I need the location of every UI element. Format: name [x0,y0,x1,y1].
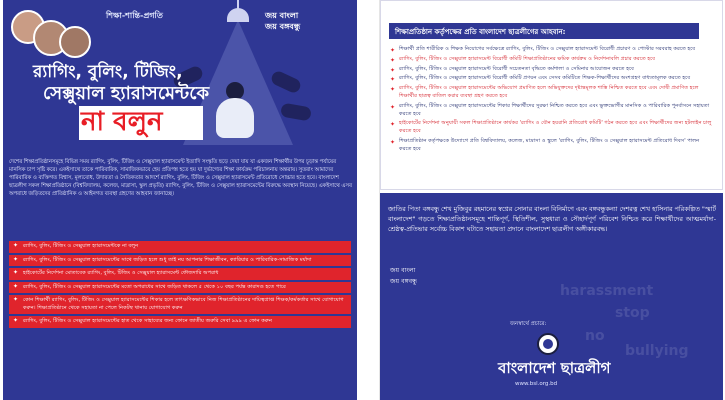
sign-joy-bangabandhu: জয় বঙ্গবন্ধু [390,278,418,285]
watermark-word: harassment [560,283,654,299]
pledge-paragraph: জাতির পিতা বঙ্গবন্ধু শেখ মুজিবুর রহমানের স্বপ্নের সোনার বাংলা বিনির্মাণে এবং বঙ্গবন্ধুকন্যা দেশরত্ন শেখ হাসিনার পরিকল্পিত "স্মার্ট বাংলাদেশ" গড়তে শিক্ষাপ্রতিষ্ঠানসমূহে শান্তিপূর্ণ, স্থিতিশীল, সুস্থধারা ও সৌহার্দপূর্ণ পরিবেশ নিশ্চিত করে শিক্ষার্থীদের আত্মমর্যাদা-শ্রেষ্ঠত্ব-প্রতিভার সর্বোচ্চ বিকাশ ঘটাতে সহায়তা প্রদানে বাংলাদেশ ছাত্রলীগ অঙ্গীকারবদ্ধ। [388,205,716,233]
bullet-list [9,241,351,330]
poster-joy-bangla: জয় বাংলা [265,11,299,20]
watermark-word: bullying [625,343,689,359]
bullet-item: ✦ কোন শিক্ষার্থী র‍্যাগিং, বুলিং, টিজিং ও সেক্সুয়াল হ্যারাসমেন্টের শিকার হলে তাৎক্ষণিকভাবে নিজ শিক্ষাপ্রতিষ্ঠানের দায়িত্বপ্রাপ্ত শিক্ষক/কর্মকর্তার সাথে যোগাযোগ করুন। শিক্ষাপ্রতিষ্ঠানে থেকে সহায়তা না পেলে নিকটস্থ থানায় যোগাযোগ করুন [9,295,351,314]
demand-item: ✦ শিক্ষাপ্রতিষ্ঠান কর্তৃপক্ষকে উদ্যোগে প্রতি বিশ্ববিদ্যালয়, কলেজ, মাদ্রাসা ও স্কুলে 'র‍্যাগিং, বুলিং, টিজিং ও সেক্সুয়াল হ্যারাসমেন্ট প্রতিরোধ দিবস' পালন করতে হবে [389,137,714,155]
headline-say-no: না বলুন [81,107,163,137]
sad-girl-illustration [208,82,262,142]
organization-name: বাংলাদেশ ছাত্রলীগ [498,359,611,377]
headline-line-2: সেক্সুয়াল হ্যারাসমেন্টকে [43,83,210,104]
poster-slogan: শিক্ষা-শান্তি-প্রগতি [106,11,163,20]
demand-item: ✦ হাইকোর্টের নির্দেশনা অনুযায়ী সকল শিক্ষাপ্রতিষ্ঠানে কার্যকর 'র‍্যাগিং ও যৌন হয়রানি প্রতিরোধ কমিটি' গঠন করতে হবে এবং শিক্ষার্থীদের জন্য হটলাইন চালু করতে হবে [389,119,714,137]
left-body [3,155,357,400]
bullet-item: ✦ র‍্যাগিং, বুলিং, টিজিং ও সেক্সুয়াল হ্যারাসমেন্টকে না বলুন [9,241,351,253]
left-page [3,0,357,400]
watermark-word: stop [615,305,650,321]
pledge-panel [380,193,723,400]
demand-item: ✦ র‍্যাগিং, বুলিং, টিজিং ও সেক্সুয়াল হ্যারাসমেন্টের অভিযোগ প্রমাণিত হলে অভিযুক্তদের দৃষ্টান্তমূলক শাস্তি নিশ্চিত করতে হবে এবং দোষী প্রমাণিত হলে শিক্ষার্থীর ছাত্রত্ব বাতিল করার ব্যবস্থা গ্রহণ করতে হবে [389,84,714,102]
right-page [379,0,723,400]
demands-panel [380,0,723,190]
lamp-icon [227,8,249,22]
bullet-item: ✦ র‍্যাগিং, বুলিং, টিজিং ও সেক্সুয়াল হ্যারাসমেন্টের হাত থেকে সাহায্যের জন্য ফোনে জাতীয় জরুরি সেবা ৯৯৯ এ ফোন করুন [9,316,351,328]
bullet-item: ✦ র‍্যাগিং, বুলিং, টিজিং ও সেক্সুয়াল হ্যারাসমেন্টের সাথে জড়িত হলে শুধু তাই নয় আপনার শিক্ষাজীবন, ক্যারিয়ার ও পারিবারিক-সামাজিক মর্যাদা [9,255,351,267]
girl-body [216,98,254,138]
watermark-word: no [585,328,605,344]
demand-item: ✦ র‍্যাগিং, বুলিং, টিজিং ও সেক্সুয়াল হ্যারাসমেন্ট বিরোধী সচেতনতা বৃদ্ধিতে কর্মশালা ও সেমিনার আয়োজন করতে হবে [389,65,714,75]
demand-item: ✦ শিক্ষার্থী প্রতি শারীরিক ও শিক্ষক নিয়োগের সর্বক্ষেত্রে র‍্যাগিং, বুলিং, টিজিং ও সেক্সুয়াল হ্যারাসমেন্ট বিরোধী প্রচারণ ও পোস্টার সরবরাহ করতে হবে [389,45,714,55]
headline-line-1: র‍্যাগিং, বুলিং, টিজিং, [33,62,183,82]
campaign-poster [3,0,357,155]
leader-photo-3 [59,26,91,58]
demand-item: ✦ র‍্যাগিং, বুলিং, টিজিং ও সেক্সুয়াল হ্যারাসমেন্টের শিকার শিক্ষার্থীদের সুরক্ষা নিশ্চিত করতে হবে এবং ভুক্তভোগীর মানসিক ও পারিবারিক পুনর্বাসনে সহায়তা করতে হবে [389,102,714,120]
demand-item: ✦ র‍্যাগিং, বুলিং, টিজিং ও সেক্সুয়াল হ্যারাসমেন্ট বিরোধী কমিটি শিক্ষাপ্রতিষ্ঠানের ক্ষমিক কার্যক্রম ও নির্দেশনাবলি প্রচার করতে হবে [389,55,714,65]
demands-list [389,45,714,155]
bullet-item: ✦ র‍্যাগিং, বুলিং, টিজিং ও সেক্সুয়াল হ্যারাসমেন্টের মতো অপরাধের সাথে জড়িত থাকলে ৫ থেকে ১০ বছর পর্যন্ত কারাদণ্ড হতে পারে [9,282,351,294]
sign-joy-bangla: জয় বাংলা [390,267,416,274]
bullet-item: ✦ হাইকোর্টের নির্দেশনা মোতাবেক র‍্যাগিং, বুলিং, টিজিং ও সেক্সুয়াল হ্যারাসমেন্ট ফৌজদারি অপরাধ [9,268,351,280]
chhatra-league-logo-icon [537,333,559,355]
demand-item: ✦ র‍্যাগিং, বুলিং, টিজিং ও সেক্সুয়াল হ্যারাসমেন্ট বিরোধী কমিটি প্রণয়ন এবং সেসব কমিটিতে শিক্ষক-শিক্ষার্থীদের অংশগ্রহণ বাধ্যতামূলক করতে হবে [389,74,714,84]
intro-paragraph: দেশের শিক্ষাপ্রতিষ্ঠানসমূহে বিভিন্ন সময় র‍্যাগিং, বুলিং, টিজিং ও সেক্সুয়াল হ্যারাসমেন্ট ইত্যাদি সংস্কৃতি ছড়ে দেয়া যায় যা একজন শিক্ষার্থীর উপর চূড়ান্ত পর্যায়ের মানসিক চাপ সৃষ্টি করে। একইসাথে তাকে পারিবারিক, সামাজিকভাবে হেয় প্রতিপন্ন হতে হয় যা দুর্ভাগ্যের শিক্ষা কার্যক্রম পরিচালনায় অন্তরায়। সুতরাং আমাদের পারিবারিক ও ব্যক্তিগত বিশ্বাস, মূল্যবোধ, উদারতা ও নৈতিকতার আদর্শে র‍্যাগিং, বুলিং, টিজিং ও সেক্সুয়াল হ্যারাসমেন্ট প্রতিরোধে সোচ্চার হতে হবে। বাংলাদেশ ছাত্রলীগ সকল শিক্ষাপ্রতিষ্ঠানে (বিশ্ববিদ্যালয়, কলেজ, মাদ্রাসা, স্কুল প্রভৃতি) র‍্যাগিং, বুলিং, টিজিং ও সেক্সুয়াল হ্যারাসমেন্টের বিরুদ্ধে অবস্থান নিয়েছে। একইসাথে এসব অপরাধে জড়িতদের প্রাতিষ্ঠানিক ও আইনগত ব্যবস্থা গ্রহণের আহবান জানাচ্ছে। [9,159,352,197]
demands-header: শিক্ষাপ্রতিষ্ঠান কর্তৃপক্ষের প্রতি বাংলাদেশ ছাত্রলীগের আহবান: [395,28,566,36]
poster-joy-bangabandhu: জয় বঙ্গবন্ধু [265,22,301,31]
organization-url[interactable]: www.bsl.org.bd [515,381,558,387]
publisher-label: জনস্বার্থে প্রচারে: [510,321,547,327]
